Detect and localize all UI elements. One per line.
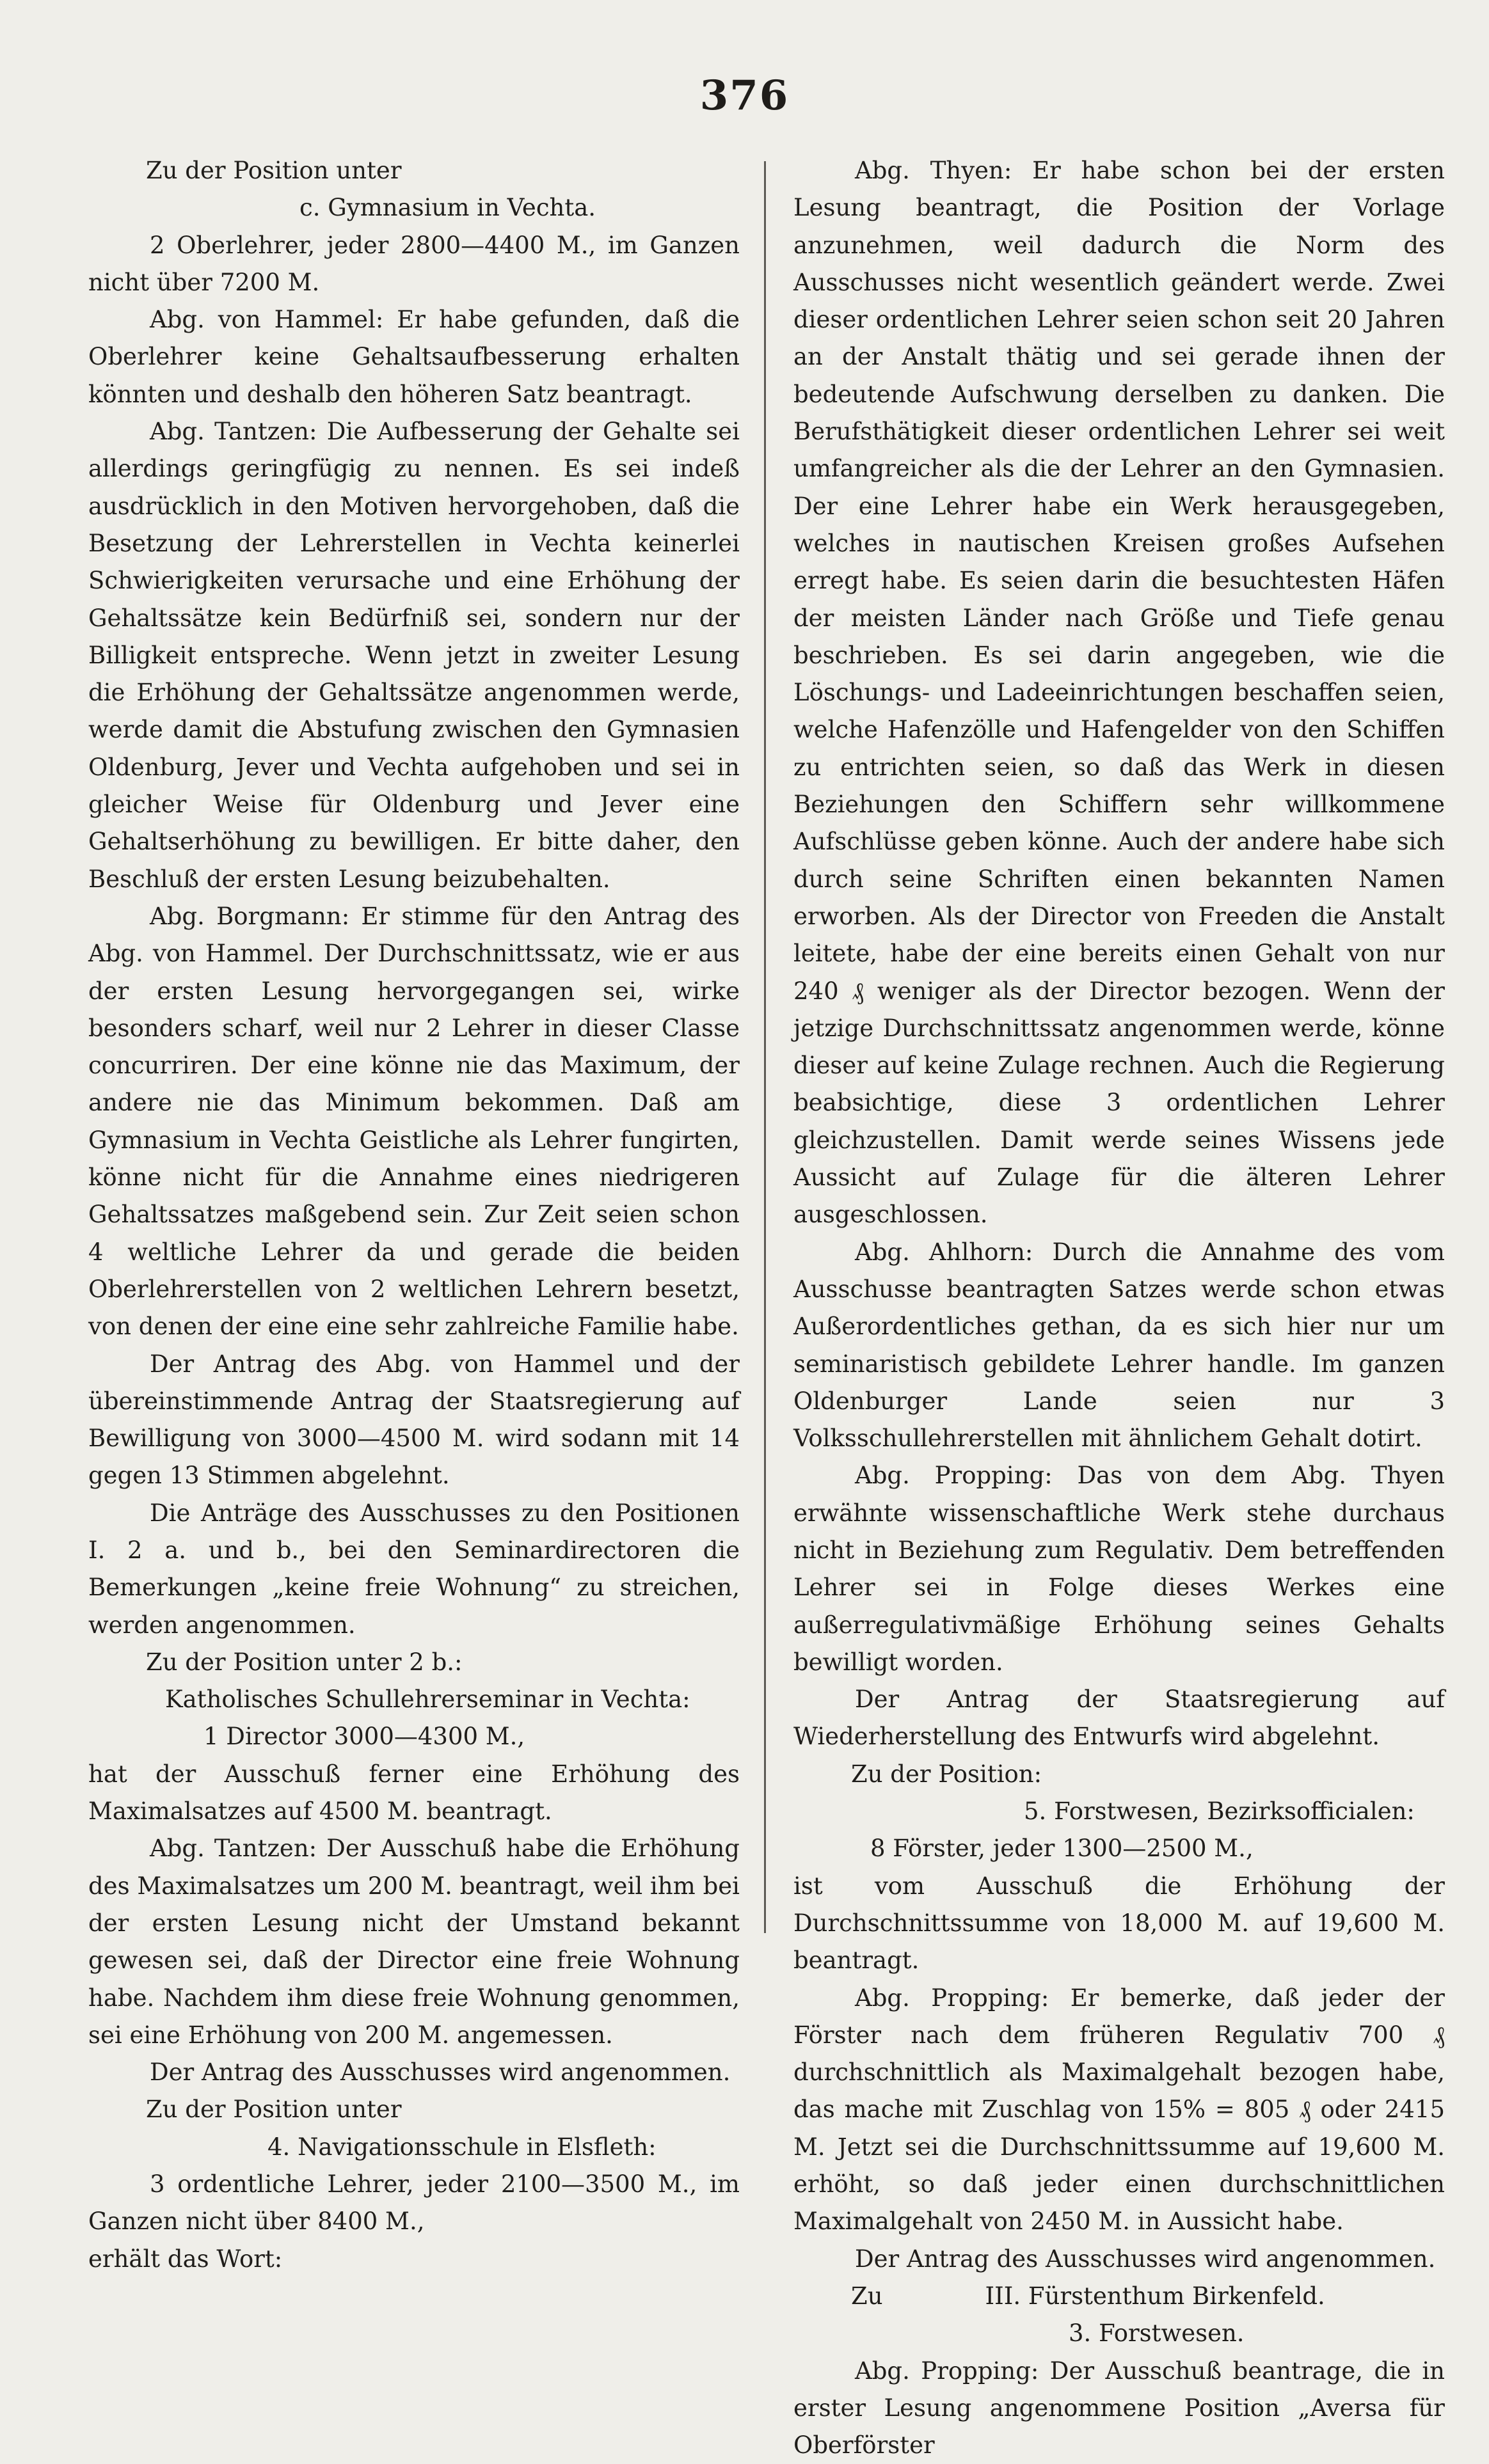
page-number: 376 [699,72,790,120]
left-speech-tantzen-2: Abg. Tantzen: Der Ausschuß habe die Erhöhung des Maximalsatzes um 200 M. beantragt, weil ihm bei der ersten Lesung nicht der Umstand bekannt gewesen sei, daß der Director eine freie Wohnung habe. Nachdem ihm diese freie Wohnung genommen, sei eine Erhöhung von 200 M. angemessen. [88,1835,740,2049]
column-divider [764,161,766,1933]
right-zu-word: Zu [851,2282,883,2310]
left-vote-result: Der Antrag des Abg. von Hammel und der übereinstimmende Antrag der Staatsregierung auf Bewilligung von 3000—4500 M. wird sodann mit 14 gegen 13 Stimmen abgelehnt. [88,1350,740,1490]
left-navigation-school: 4. Navigationsschule in Elsfleth: [267,2133,657,2161]
right-forestry-3: 3. Forstwesen. [1069,2319,1245,2348]
right-speech-ahlhorn: Abg. Ahlhorn: Durch die Annahme des vom Ausschusse beantragten Satzes werde schon etwas Außerordentliches gethan, da es sich hier nur um seminaristisch gebildete Lehrer handle. Im ganzen Oldenburger Lande seien nur 3 Volksschullehrerstellen mit ähnlichem Gehalt dotirt. [793,1238,1445,1453]
right-birkenfeld-heading: III. Fürstenthum Birkenfeld. [985,2282,1325,2310]
left-speech-tantzen: Abg. Tantzen: Die Aufbesserung der Gehalte sei allerdings geringfügig zu nennen. Es sei indeß ausdrücklich in den Motiven hervorgehoben, daß die Besetzung der Lehrerstellen in Vechta keinerlei Schwierigkeiten verursache und eine Erhöhung der Gehaltssätze kein Bedürfniß sei, sondern nur der Billigkeit entspreche. Wenn jetzt in zweiter Lesung die Erhöhung der Gehaltssätze angenommen werde, werde damit die Abstufung zwischen den Gymnasien Oldenburg, Jever und Vechta aufgehoben und sei in gleicher Weise für Oldenburg und Jever eine Gehaltserhöhung zu bewilligen. Er bitte daher, den Beschluß der ersten Lesung beizubehalten. [88,418,740,893]
left-item-teachers: 3 ordentliche Lehrer, jeder 2100—3500 M., im Ganzen nicht über 8400 M., [88,2170,740,2236]
left-motions-accepted: Die Anträge des Ausschusses zu den Positionen I. 2 a. und b., bei den Seminardirectoren die Bemerkungen „keine freie Wohnung“ zu streichen, werden angenommen. [88,1499,740,1639]
right-zu-label [793,2278,1445,2315]
left-speech-von-hammel: Abg. von Hammel: Er habe gefunden, daß die Oberlehrer keine Gehaltsaufbesserung erhalten könnten und deshalb den höheren Satz beantragt. [88,306,740,408]
right-position-heading: Zu der Position: [851,1760,1042,1788]
left-committee-increase: hat der Ausschuß ferner eine Erhöhung des Maximalsatzes auf 4500 M. beantragt. [88,1760,740,1826]
left-position-heading: Zu der Position unter [146,157,402,184]
left-receives-word: erhält das Wort: [88,2245,283,2273]
right-speech-thyen: Abg. Thyen: Er habe schon bei der ersten Lesung beantragt, die Position der Vorlage anzunehmen, weil dadurch die Norm des Ausschusses nicht wesentlich geändert werde. Zwei dieser ordentlichen Lehrer seien schon seit 20 Jahren an der Anstalt thätig und sei gerade ihnen der bedeutende Aufschwung derselben zu danken. Die Berufsthätigkeit dieser ordentlichen Lehrer sei weit umfangreicher als die der Lehrer an den Gymnasien. Der eine Lehrer habe ein Werk herausgegeben, welches in nautischen Kreisen großes Aufsehen erregt habe. Es seien darin die besuchtesten Häfen der meisten Länder nach Größe und Tiefe genau beschrieben. Es sei darin angegeben, wie die Löschungs- und Ladeeinrichtungen beschaffen seien, welche Hafenzölle und Hafengelder von den Schiffen zu entrichten seien, so daß das Werk in diesen Beziehungen den Schiffern sehr willkommene Aufschlüsse geben könne. Auch der andere habe sich durch seine Schriften einen bekannten Namen erworben. Als der Director von Freeden die Anstalt leitete, habe der eine bereits einen Gehalt von nur 240 ₰ weniger als der Director bezogen. Wenn der jetzige Durchschnittssatz angenommen werde, könne dieser auf keine Zulage rechnen. Auch die Regierung beabsichtige, diese 3 ordentlichen Lehrer gleichzustellen. Damit werde seines Wissens jede Aussicht auf Zulage für die älteren Lehrer ausgeschlossen. [793,157,1445,1229]
right-motion-accepted: Der Antrag des Ausschusses wird angenommen. [855,2245,1436,2273]
right-motion-rejected: Der Antrag der Staatsregierung auf Wiederherstellung des Entwurfs wird abgelehnt. [793,1686,1445,1751]
right-committee-increase: ist vom Ausschuß die Erhöhung der Durchschnittssumme von 18,000 M. auf 19,600 M. beantragt. [793,1872,1445,1975]
left-seminar-heading: Katholisches Schullehrerseminar in Vechta: [165,1686,690,1714]
left-speech-borgmann: Abg. Borgmann: Er stimme für den Antrag des Abg. von Hammel. Der Durchschnittssatz, wie er aus der ersten Lesung hervorgegangen sei, wirke besonders scharf, weil nur 2 Lehrer in dieser Classe concurriren. Der eine könne nie das Maximum, der andere nie das Minimum bekommen. Daß am Gymnasium in Vechta Geistliche als Lehrer fungirten, könne nicht für die Annahme eines niedrigeren Gehaltssatzes maßgebend sein. Zur Zeit seien schon 4 weltliche Lehrer da und gerade die beiden Oberlehrerstellen von 2 weltlichen Lehrern besetzt, von denen der eine eine sehr zahlreiche Familie habe. [88,902,740,1341]
left-position-gymnasium: c. Gymnasium in Vechta. [299,194,596,222]
left-position-heading-2: Zu der Position unter [146,2096,402,2124]
right-forestry-heading: 5. Forstwesen, Bezirksofficialen: [1024,1797,1415,1826]
left-motion-accepted: Der Antrag des Ausschusses wird angenommen. [150,2058,731,2087]
left-director-item: 1 Director 3000—4300 M., [203,1723,525,1751]
right-speech-propping-2: Abg. Propping: Er bemerke, daß jeder der Förster nach dem früheren Regulativ 700 ₰ durchschnittlich als Maximalgehalt bezogen habe, das mache mit Zuschlag von 15% = 805 ₰ oder 2415 M. Jetzt sei die Durchschnittssumme auf 19,600 M. erhöht, so daß jeder einen durchschnittlichen Maximalgehalt von 2450 M. in Aussicht habe. [793,1984,1445,2236]
right-foresters-item: 8 Förster, jeder 1300—2500 M., [870,1835,1254,1863]
right-speech-propping-3: Abg. Propping: Der Ausschuß beantrage, die in erster Lesung angenommene Position „Aversa für Oberförster [793,2357,1445,2460]
left-item-oberlehrer: 2 Oberlehrer, jeder 2800—4400 M., im Ganzen nicht über 7200 M. [88,231,740,296]
right-column [793,152,1445,2464]
left-column [88,152,740,2278]
right-speech-propping: Abg. Propping: Das von dem Abg. Thyen erwähnte wissenschaftliche Werk stehe durchaus nicht in Beziehung zum Regulativ. Dem betreffenden Lehrer sei in Folge dieses Werkes eine außerregulativmäßige Erhöhung seines Gehalts bewilligt worden. [793,1462,1445,1676]
left-position-2b: Zu der Position unter 2 b.: [146,1648,463,1676]
